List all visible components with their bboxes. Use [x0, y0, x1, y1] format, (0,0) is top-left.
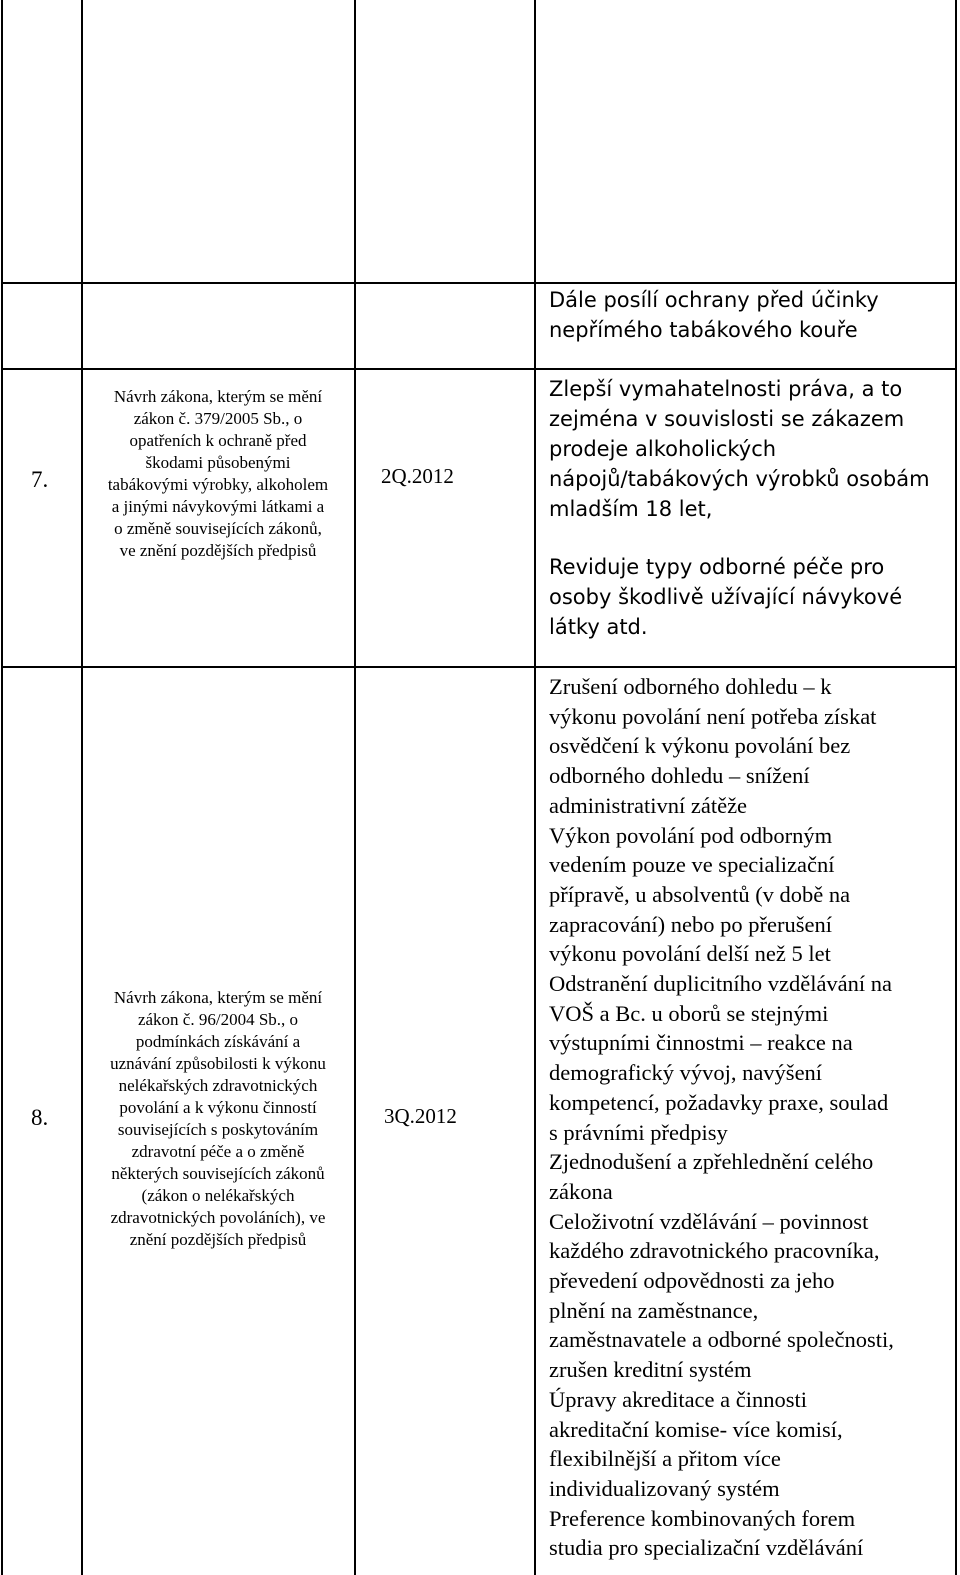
column-divider-number: [81, 0, 83, 1575]
row-divider-top: [1, 282, 957, 284]
row-8-description: Zrušení odborného dohledu – k výkonu povolání není potřeba získat osvědčení k výkonu povolání bez odborného dohledu – snížení administrativní zátěže Výkon povolání pod odborným vedením pouze ve specializační přípravě, u absolventů (v době na zapracování) nebo po přerušení výkonu povolání delší než 5 let Odstranění duplicitního vzdělávání na VOŠ a Bc. u oborů se stejnými výstupními činnostmi – reakce na demografický vývoj, navýšení kompetencí, požadavky praxe, soulad s právními předpisy Zjednodušení a zpřehlednění celého zákona Celoživotní vzdělávání – povinnost každého zdravotnického pracovníka, převedení odpovědnosti za jeho plnění na zaměstnance, zaměstnavatele a odborné společnosti, zrušen kreditní systém Úpravy akreditace a činnosti akreditační komise- více komisí, flexibilnější a přitom více individualizovaný systém Preference kombinovaných forem studia pro specializační vzdělávání: [549, 674, 894, 1561]
table-left-border: [1, 0, 3, 1575]
column-divider-date: [534, 0, 536, 1575]
row-7-law-title: Návrh zákona, kterým se mění zákon č. 379/2005 Sb., o opatřeních k ochraně před škodami působenými tabákovými výrobky, alkoholem a jinými návykovými látkami a o změně souvisejících zákonů, ve znění pozdějších předpisů: [107, 387, 329, 560]
row-divider-8: [1, 666, 957, 668]
row-7-date: 2Q.2012: [381, 464, 454, 488]
table-right-border: [955, 0, 957, 1575]
row-divider-7: [1, 368, 957, 370]
row-7-description-b: Reviduje typy odborné péče pro osoby škodlivě užívající návykové látky atd.: [549, 555, 903, 639]
top-row-description: Dále posílí ochrany před účinky nepřímého tabákového kouře: [549, 288, 879, 342]
row-8-law-title: Návrh zákona, kterým se mění zákon č. 96/2004 Sb., o podmínkách získávání a uznávání způsobilosti k výkonu nelékařských zdravotnických povolání a k výkonu činností souvisejících s poskytováním zdravotní péče a o změně některých souvisejících zákonů (zákon o nelékařských zdravotnických povoláních), ve znění pozdějších předpisů: [110, 988, 326, 1249]
column-divider-law: [354, 0, 356, 1575]
row-8-number: 8.: [31, 1105, 49, 1130]
row-7-description-a: Zlepší vymahatelnosti práva, a to zejména v souvislosti se zákazem prodeje alkoholických nápojů/tabákových výrobků osobám mladším 18 let,: [549, 377, 930, 521]
row-7-number: 7.: [31, 467, 49, 492]
row-8-date: 3Q.2012: [384, 1104, 457, 1128]
